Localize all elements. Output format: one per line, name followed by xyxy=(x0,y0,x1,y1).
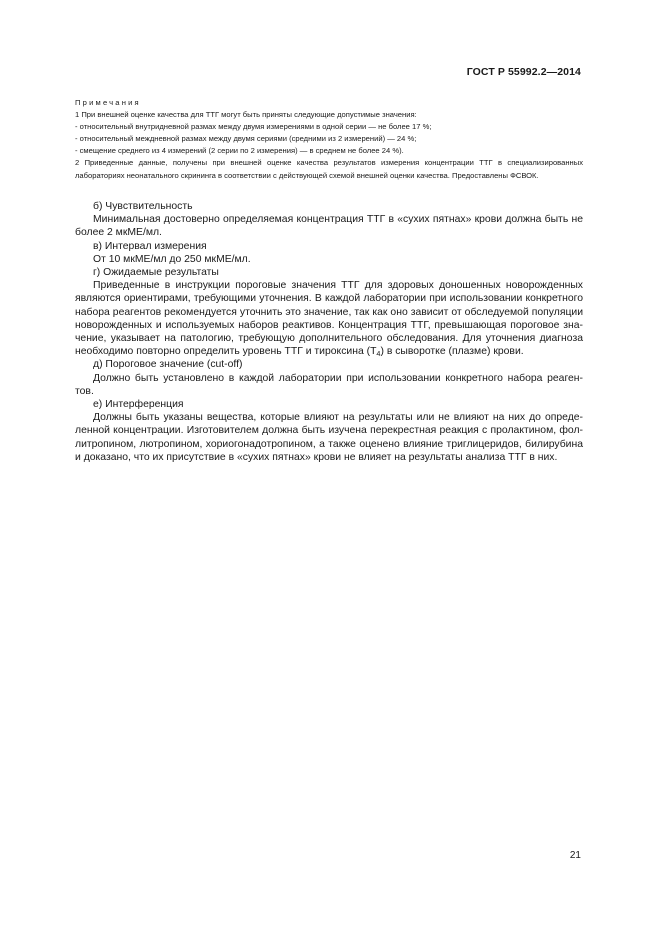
cutoff-text: Должно быть установлено в каждой лаборатории при использовании конкретного набора реаген-тов. xyxy=(75,372,583,397)
sensitivity-heading: б) Чувствительность xyxy=(93,201,193,212)
note-line: - смещение среднего из 4 измерений (2 серии по 2 измерения) — в среднем не более 24 %). xyxy=(75,146,404,156)
expected-text-b: ) в сыворотке (плазме) крови. xyxy=(380,346,524,358)
note-line: 1 При внешней оценке качества для ТТГ могут быть приняты следующие допустимые значения: xyxy=(75,110,417,120)
sensitivity-text: Минимальная достоверно определяемая концентрация ТТГ в «сухих пятнах» крови должна быть не более 2 мкМЕ/мл. xyxy=(75,214,583,239)
note-line: - относительный внутридневной размах между двумя измерениями в одной серии — не более 17 %; xyxy=(75,122,432,132)
notes-block xyxy=(75,97,583,182)
note-line: 2 Приведенные данные, получены при внешней оценке качества результатов измерения концентрации ТТГ в специализированных лабораториях неонатального скрининга в соответствии с действующей схемой внешней оценки качества. Предоставлены ФСВОК. xyxy=(75,158,583,180)
range-text: От 10 мкМЕ/мл до 250 мкМЕ/мл. xyxy=(93,253,251,265)
interference-text: Должны быть указаны вещества, которые влияют на результаты или не влияют на них до опреде-ленной концентрации. Изготовителем должна быть изучена перекрестная реакция с пролактином, фол-литропином, лютропином, хориогонадотропином, а также оценено влияние триглицеридов, билирубина и доказано, что их присутствие в «сухих пятнах» крови не влияет на результаты анализа ТТГ в них. xyxy=(75,412,583,463)
expected-text-a: Приведенные в инструкции пороговые значения ТТГ для здоровых доношенных новорожденных являются ориентирами, требующими уточнения. В каждой лаборатории при использовании конкретного набора реагентов рекомендуется уточнить это значение, так как оно зависит от обследуемой популяции новорожденных и используемых наборов реактивов. Концентрация ТТГ, превышающая пороговое зна-чение, указывает на патологию, требующую дополнительного обследования. Для уточнения диагноза необходимо повторно определить уровень ТТГ и тироксина (T xyxy=(75,280,583,358)
notes-title: Примечания xyxy=(75,98,141,107)
document-id: ГОСТ Р 55992.2—2014 xyxy=(466,66,581,78)
interference-heading: е) Интерференция xyxy=(93,399,184,411)
cutoff-heading: д) Пороговое значение (cut-off) xyxy=(93,359,243,371)
range-heading: в) Интервал измерения xyxy=(93,240,207,252)
expected-heading: г) Ожидаемые результаты xyxy=(93,267,219,279)
note-line: - относительный междневной размах между двумя сериями (средними из 2 измерений) — 24 %; xyxy=(75,134,417,144)
main-text xyxy=(75,200,583,464)
expected-text xyxy=(75,279,583,358)
thyroxine-subscript: 4 xyxy=(376,349,381,359)
page-number: 21 xyxy=(569,850,581,861)
